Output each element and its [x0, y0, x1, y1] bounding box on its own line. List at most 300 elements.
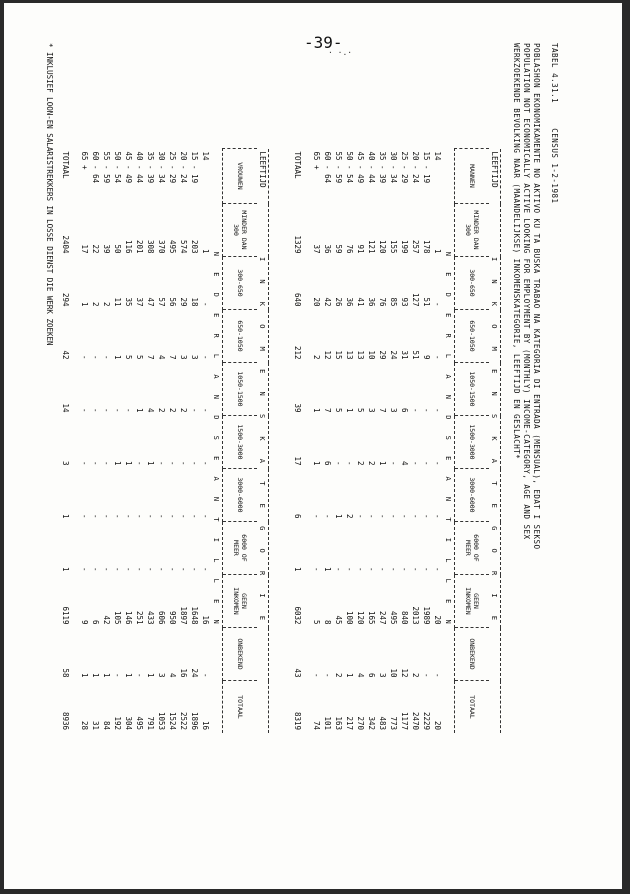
- table-cell: 2: [179, 407, 188, 413]
- column-header: 650-1050: [455, 310, 490, 363]
- table-cell: 1: [378, 460, 387, 466]
- table-cell: -: [433, 460, 442, 466]
- total-label: TOTAAL: [293, 151, 302, 179]
- table-cell: -: [91, 407, 100, 413]
- age-group: 30 - 34: [389, 151, 398, 184]
- table-cell: 1897: [179, 606, 188, 625]
- table-cell: 3: [157, 672, 166, 678]
- table-cell: -: [433, 301, 442, 307]
- table-cell: 76: [345, 244, 354, 254]
- table-row: [90, 149, 101, 734]
- table-cell: 7: [146, 354, 155, 360]
- page-number: -39-: [304, 33, 343, 52]
- table-cell: -: [124, 407, 133, 413]
- table-cell: 7: [378, 407, 387, 413]
- table-cell: -: [422, 513, 431, 519]
- table-cell: 7: [323, 407, 332, 413]
- region-label: N E D E R L A N D S E A N T I L L E N: [444, 251, 453, 630]
- table-cell: -: [422, 566, 431, 572]
- table-cell: -: [345, 566, 354, 572]
- census-date: CENSUS 1-2-1981: [550, 128, 559, 204]
- total-cell: 2404: [61, 235, 70, 254]
- table-cell: 1524: [168, 711, 177, 730]
- blank-cell: [257, 681, 269, 734]
- total-cell: 43: [293, 668, 302, 678]
- region-label: N E D E R L A N D S E A N T I L L E N: [212, 251, 221, 630]
- age-group: 14: [201, 151, 210, 161]
- table-cell: 1: [113, 460, 122, 466]
- column-header: GEEN INKOMEN: [455, 575, 490, 628]
- column-header: 1500-3000: [455, 416, 490, 469]
- table-cell: 1: [146, 460, 155, 466]
- table-cell: -: [334, 566, 343, 572]
- column-header: 300-650: [223, 257, 258, 310]
- table-cell: 6: [323, 460, 332, 466]
- table-cell: 2522: [179, 711, 188, 730]
- table-cell: 308: [146, 239, 155, 254]
- table-cell: -: [113, 513, 122, 519]
- table-row: [366, 149, 377, 734]
- table-cell: 2: [367, 460, 376, 466]
- table-cell: 50: [113, 244, 122, 254]
- table-cell: 1896: [190, 711, 199, 730]
- table-row: [322, 149, 333, 734]
- table-cell: -: [102, 354, 111, 360]
- table-cell: -: [312, 513, 321, 519]
- table-cell: 17: [80, 244, 89, 254]
- table-cell: 1: [312, 407, 321, 413]
- column-header-row: [223, 149, 258, 734]
- age-group: 55 - 59: [334, 151, 343, 184]
- table-cell: -: [113, 566, 122, 572]
- table-cell: -: [135, 672, 144, 678]
- age-group: 20 - 24: [179, 151, 188, 184]
- table-cell: -: [179, 513, 188, 519]
- table-cell: 6: [367, 672, 376, 678]
- table-cell: 257: [411, 239, 420, 254]
- table-cell: 950: [168, 610, 177, 625]
- column-header: 6000 OF MEER: [455, 522, 490, 575]
- table-cell: 20: [433, 615, 442, 625]
- table-cell: 2470: [411, 711, 420, 730]
- table-cell: 11: [113, 297, 122, 307]
- table-cell: 93: [400, 297, 409, 307]
- table-cell: 2: [91, 301, 100, 307]
- table-cell: 2229: [422, 711, 431, 730]
- table-cell: 20: [433, 720, 442, 730]
- table-cell: 26: [334, 297, 343, 307]
- table-cell: -: [80, 354, 89, 360]
- table-cell: 1: [80, 672, 89, 678]
- table-cell: 16: [179, 668, 188, 678]
- table-cell: -: [113, 672, 122, 678]
- table-cell: -: [80, 513, 89, 519]
- table-cell: 37: [312, 244, 321, 254]
- total-label: TOTAAL: [61, 151, 70, 179]
- table-cell: 8: [323, 619, 332, 625]
- table-row: [399, 149, 410, 734]
- table-cell: 4: [356, 672, 365, 678]
- table-cell: -: [190, 460, 199, 466]
- table-cell: -: [312, 672, 321, 678]
- column-header: ONBEKEND: [455, 628, 490, 681]
- table-cell: 1: [323, 566, 332, 572]
- table-cell: 483: [378, 716, 387, 730]
- table-cell: 203: [190, 239, 199, 254]
- table-cell: -: [135, 566, 144, 572]
- table-cell: 1: [146, 672, 155, 678]
- table-cell: 5: [334, 407, 343, 413]
- table-cell: 36: [367, 297, 376, 307]
- table-cell: 3: [190, 354, 199, 360]
- column-header: 1050-1500: [223, 363, 258, 416]
- table-cell: 35: [124, 297, 133, 307]
- age-group: 30 - 34: [157, 151, 166, 184]
- table-cell: -: [201, 566, 210, 572]
- table-cell: 24: [190, 668, 199, 678]
- table-cell: 178: [422, 239, 431, 254]
- table-cell: 101: [323, 716, 332, 730]
- column-header: 1050-1500: [455, 363, 490, 416]
- age-group: 35 - 39: [146, 151, 155, 184]
- table-cell: 495: [135, 716, 144, 730]
- table-cell: 51: [411, 350, 420, 360]
- table-cell: -: [157, 566, 166, 572]
- table-row: [112, 149, 123, 734]
- men-table: [292, 148, 501, 733]
- table-cell: -: [91, 566, 100, 572]
- table-cell: 4: [400, 460, 409, 466]
- column-header-row: [455, 149, 490, 734]
- table-cell: 247: [378, 610, 387, 625]
- table-row: [311, 149, 322, 734]
- table-cell: 1: [334, 513, 343, 519]
- table-cell: -: [80, 407, 89, 413]
- table-cell: -: [157, 460, 166, 466]
- table-cell: 840: [400, 610, 409, 625]
- table-cell: 10: [389, 668, 398, 678]
- age-group: 40 - 44: [135, 151, 144, 184]
- table-row: [79, 149, 90, 734]
- table-cell: -: [389, 566, 398, 572]
- table-cell: 5: [124, 354, 133, 360]
- table-row: [189, 149, 200, 734]
- table-cell: 1: [124, 460, 133, 466]
- table-cell: 3: [367, 407, 376, 413]
- table-cell: 155: [389, 239, 398, 254]
- table-cell: -: [190, 566, 199, 572]
- table-id-line: [550, 43, 559, 204]
- table-cell: 495: [389, 610, 398, 625]
- table-cell: 6: [400, 407, 409, 413]
- table-cell: -: [201, 460, 210, 466]
- table-cell: 12: [400, 668, 409, 678]
- age-group: 25 - 29: [400, 151, 409, 184]
- rotated-table-sheet: [39, 43, 559, 843]
- age-group: 45 - 49: [356, 151, 365, 184]
- table-cell: -: [124, 566, 133, 572]
- table-cell: 165: [367, 610, 376, 625]
- table-row: [134, 149, 145, 734]
- table-cell: 217: [345, 716, 354, 730]
- table-cell: 1053: [157, 711, 166, 730]
- table-cell: 74: [312, 720, 321, 730]
- sex-label: VROUWEN: [223, 149, 258, 204]
- table-cell: 56: [168, 297, 177, 307]
- table-cell: -: [356, 513, 365, 519]
- table-cell: -: [389, 513, 398, 519]
- table-cell: 1: [433, 248, 442, 254]
- column-header: 3000-6000: [223, 469, 258, 522]
- total-cell: 6119: [61, 606, 70, 625]
- table-cell: -: [168, 460, 177, 466]
- table-cell: 251: [135, 610, 144, 625]
- table-cell: 16: [201, 615, 210, 625]
- age-group: 45 - 49: [124, 151, 133, 184]
- table-cell: -: [91, 513, 100, 519]
- table-cell: 3: [378, 672, 387, 678]
- table-cell: 18: [190, 297, 199, 307]
- table-row: [344, 149, 355, 734]
- table-cell: 9: [422, 354, 431, 360]
- table-row: [410, 149, 421, 734]
- column-header: 300-650: [455, 257, 490, 310]
- total-cell: 1: [61, 566, 70, 572]
- table-row: [101, 149, 112, 734]
- table-cell: -: [422, 672, 431, 678]
- table-cell: 13: [345, 350, 354, 360]
- table-cell: -: [201, 301, 210, 307]
- total-cell: 6: [293, 513, 302, 519]
- table-cell: 2: [411, 672, 420, 678]
- table-cell: -: [190, 407, 199, 413]
- table-cell: 42: [323, 297, 332, 307]
- table-cell: 1: [91, 672, 100, 678]
- table-cell: -: [102, 566, 111, 572]
- table-row: [167, 149, 178, 734]
- table-row: [145, 149, 156, 734]
- table-cell: 5: [356, 407, 365, 413]
- table-cell: -: [422, 407, 431, 413]
- age-group: 60 - 64: [323, 151, 332, 184]
- table-cell: 31: [400, 350, 409, 360]
- table-cell: 37: [135, 297, 144, 307]
- table-cell: 22: [91, 244, 100, 254]
- table-cell: 59: [334, 244, 343, 254]
- table-cell: 773: [389, 716, 398, 730]
- age-group: 20 - 24: [411, 151, 420, 184]
- table-cell: -: [201, 513, 210, 519]
- title-line-2: POPULATION NOT ECONOMICALLY ACTIVE LOOKING FOR EMPLOYMENT BY (MONTHLY) INCOME-CATEGORY, AGE AND SEX: [522, 43, 531, 540]
- age-group: 50 - 54: [113, 151, 122, 184]
- table-cell: -: [80, 566, 89, 572]
- table-cell: 201: [135, 239, 144, 254]
- income-category-band: I N K O M E N S K A T E G O R I E: [489, 204, 501, 681]
- table-cell: 120: [378, 239, 387, 254]
- table-cell: -: [124, 513, 133, 519]
- table-cell: 121: [367, 239, 376, 254]
- table-cell: 4: [146, 407, 155, 413]
- table-cell: -: [422, 460, 431, 466]
- age-label-row: [257, 149, 269, 734]
- table-cell: 163: [334, 716, 343, 730]
- table-cell: 12: [323, 350, 332, 360]
- total-cell: 8319: [293, 711, 302, 730]
- table-cell: 495: [168, 239, 177, 254]
- table-cell: -: [102, 513, 111, 519]
- table-cell: -: [312, 566, 321, 572]
- total-cell: 3: [61, 460, 70, 466]
- total-cell: 640: [293, 292, 302, 307]
- table-cell: -: [345, 460, 354, 466]
- women-table: [60, 148, 269, 733]
- table-cell: 45: [334, 615, 343, 625]
- table-cell: 2: [345, 513, 354, 519]
- sex-label: MANNEN: [455, 149, 490, 204]
- total-row: [60, 149, 79, 734]
- column-header: GEEN INKOMEN: [223, 575, 258, 628]
- table-cell: -: [378, 566, 387, 572]
- total-cell: 42: [61, 350, 70, 360]
- table-cell: 5: [312, 619, 321, 625]
- age-group: 65 +: [80, 151, 89, 170]
- table-cell: 85: [389, 297, 398, 307]
- column-header: 3000-6000: [455, 469, 490, 522]
- table-cell: -: [179, 566, 188, 572]
- table-cell: 31: [91, 720, 100, 730]
- table-cell: -: [411, 407, 420, 413]
- table-id: TABEL 4.31.1: [550, 43, 559, 104]
- table-cell: 7: [168, 354, 177, 360]
- blank-cell: [489, 681, 501, 734]
- age-group: 55 - 59: [102, 151, 111, 184]
- column-header: 650-1050: [223, 310, 258, 363]
- table-cell: 270: [356, 716, 365, 730]
- table-cell: -: [91, 460, 100, 466]
- table-row: [421, 149, 432, 734]
- table-cell: -: [400, 513, 409, 519]
- table-cell: 51: [422, 297, 431, 307]
- table-cell: -: [157, 513, 166, 519]
- table-cell: -: [433, 672, 442, 678]
- table-cell: 105: [113, 610, 122, 625]
- table-cell: -: [400, 566, 409, 572]
- column-header: 6000 OF MEER: [223, 522, 258, 575]
- table-row: [178, 149, 189, 734]
- table-cell: 29: [378, 350, 387, 360]
- table-cell: -: [411, 460, 420, 466]
- table-cell: 41: [356, 297, 365, 307]
- table-cell: 1: [312, 460, 321, 466]
- footnote: * INKLUSIEF LOON-EN SALARISTREKKERS IN LOSSE DIENST DIE WERK ZOEKEN: [45, 43, 54, 346]
- table-row: [123, 149, 134, 734]
- table-cell: 2: [102, 301, 111, 307]
- total-cell: 1: [293, 566, 302, 572]
- age-group: 15 - 19: [190, 151, 199, 184]
- total-cell: 6032: [293, 606, 302, 625]
- age-group: 65 +: [312, 151, 321, 170]
- table-cell: 10: [367, 350, 376, 360]
- table-cell: 127: [411, 292, 420, 307]
- column-header: TOTAAL: [223, 681, 258, 734]
- table-row: [432, 149, 443, 734]
- table-cell: 2: [168, 407, 177, 413]
- region-row: [443, 149, 455, 734]
- column-header: TOTAAL: [455, 681, 490, 734]
- table-cell: 1: [80, 301, 89, 307]
- table-cell: 5: [135, 354, 144, 360]
- table-row: [355, 149, 366, 734]
- total-cell: 212: [293, 345, 302, 360]
- table-cell: 574: [179, 239, 188, 254]
- table-cell: 2: [312, 354, 321, 360]
- table-cell: 4: [168, 672, 177, 678]
- table-cell: 116: [124, 239, 133, 254]
- table-cell: 42: [102, 615, 111, 625]
- table-cell: -: [190, 513, 199, 519]
- table-cell: -: [146, 566, 155, 572]
- table-cell: 120: [356, 610, 365, 625]
- table-cell: 16: [201, 720, 210, 730]
- table-cell: 1177: [400, 711, 409, 730]
- table-cell: 2: [356, 460, 365, 466]
- table-cell: 3: [179, 354, 188, 360]
- column-header: MINDER DAN 300: [455, 204, 490, 257]
- table-cell: 1: [345, 407, 354, 413]
- total-cell: 1: [61, 513, 70, 519]
- table-cell: -: [179, 460, 188, 466]
- table-cell: -: [113, 407, 122, 413]
- table-cell: 791: [146, 716, 155, 730]
- column-header: 1500-3000: [223, 416, 258, 469]
- table-cell: 1: [345, 672, 354, 678]
- age-group: 15 - 19: [422, 151, 431, 184]
- age-group: 50 - 54: [345, 151, 354, 184]
- total-cell: 294: [61, 292, 70, 307]
- column-header: ONBEKEND: [223, 628, 258, 681]
- table-cell: 2: [334, 672, 343, 678]
- table-cell: 47: [146, 297, 155, 307]
- table-cell: 28: [80, 720, 89, 730]
- age-column-label: LEEFTIJD: [257, 149, 269, 204]
- table-cell: -: [135, 513, 144, 519]
- table-cell: 57: [157, 297, 166, 307]
- table-cell: 39: [102, 244, 111, 254]
- table-cell: 2: [157, 407, 166, 413]
- table-cell: -: [135, 460, 144, 466]
- table-cell: 606: [157, 610, 166, 625]
- table-cell: 1: [124, 672, 133, 678]
- title-line-3: WERKZOEKENDE BEVOLKING NAAR (MAANDELIJKSE) INKOMENSKATEGORIE, LEEFTIJD EN GESLACHT*: [512, 43, 521, 460]
- table-cell: 9: [80, 619, 89, 625]
- title-line-1: POBLASHON EKONOMIKAMENTE NO AKTIVO KU TA BUSKA TRABAO NA KATEGORIA DI ENTRADA (MENSUAL), EDAT I SEKSO: [532, 43, 541, 550]
- table-cell: -: [433, 407, 442, 413]
- table-cell: -: [378, 513, 387, 519]
- table-cell: 100: [345, 610, 354, 625]
- total-cell: 17: [293, 456, 302, 466]
- age-label-row: [489, 149, 501, 734]
- table-cell: 433: [146, 610, 155, 625]
- table-cell: 84: [102, 720, 111, 730]
- table-row: [377, 149, 388, 734]
- table-cell: -: [367, 513, 376, 519]
- table-cell: 1: [135, 407, 144, 413]
- table-row: [388, 149, 399, 734]
- total-cell: 14: [61, 403, 70, 413]
- table-cell: -: [367, 566, 376, 572]
- total-cell: 58: [61, 668, 70, 678]
- table-cell: -: [411, 513, 420, 519]
